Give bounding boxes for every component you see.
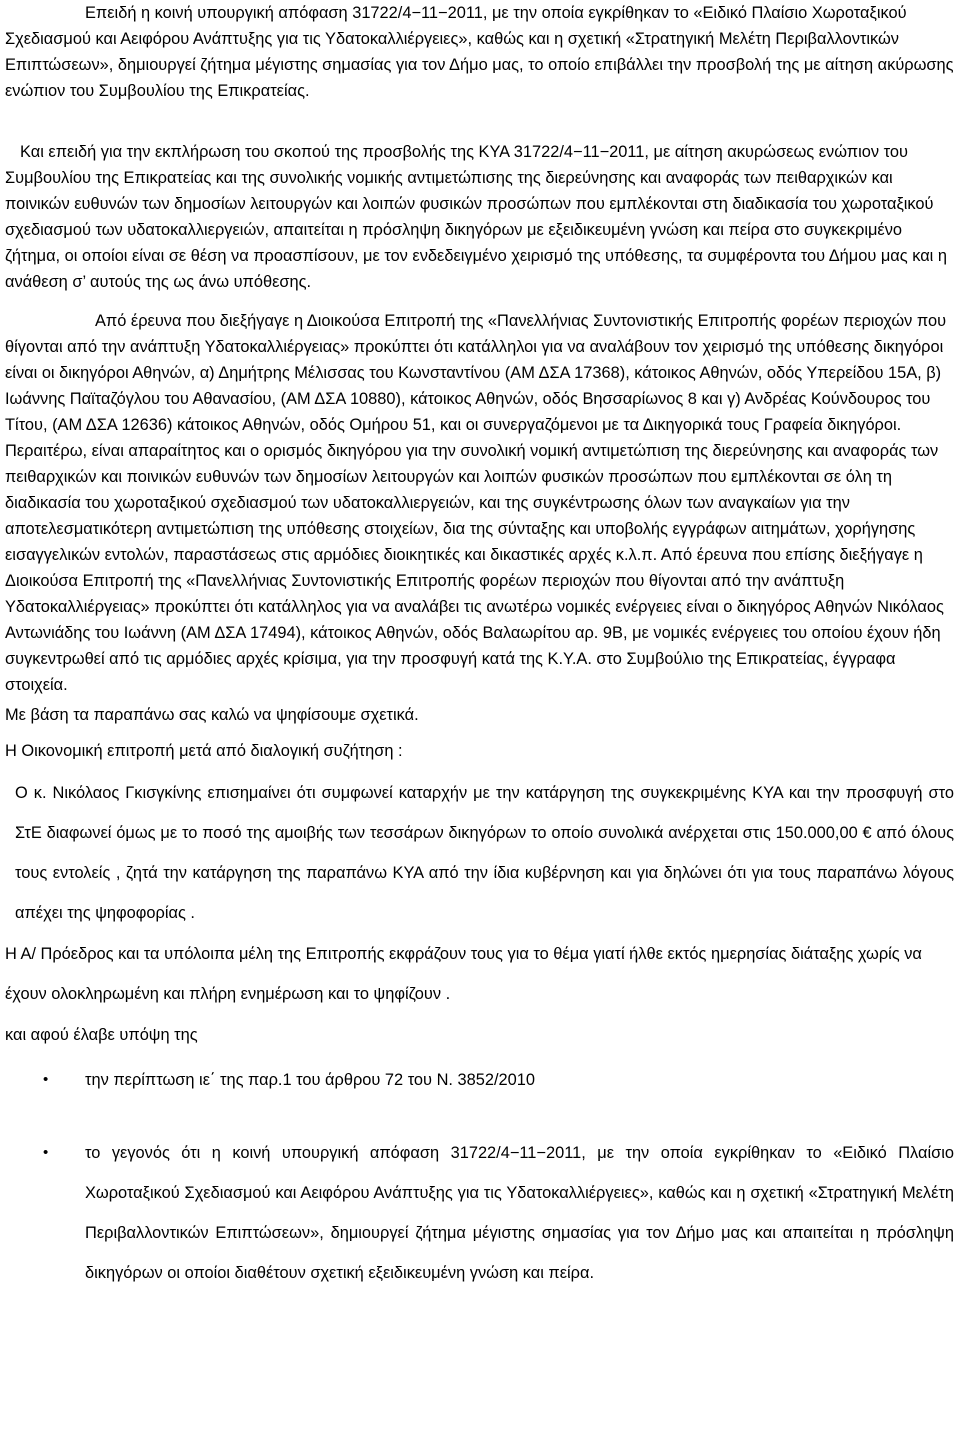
paragraph-committee-discussion: Η Οικονομική επιτροπή μετά από διαλογική συζήτηση :: [5, 742, 403, 760]
paragraph-lawyers-need: Και επειδή για την εκπλήρωση του σκοπού της προσβολής της ΚΥΑ 31722/4−11−2011, με αίτηση ακυρώσεως ενώπιον του Συμβουλίου της Επικρατείας και της συνολικής νομικής αντιμετώπισης της διερεύνησης και αναφοράς των πειθαρχικών και ποινικών ευθυνών των δημοσίων λειτουργών και λοιπών φυσικών προσώπων που εμπλέκονται στη διαδικασία του χωροταξικού σχεδιασμού των υδατοκαλλιεργειών, απαιτείται η πρόσληψη δικηγόρων με εξειδικευμένη γνώση και πείρα στο συγκεκριμένο ζήτημα, οι οποίοι είναι σε θέση να προασπίσουν, με τον ενδεδειγμένο χειρισμό της υπόθεσης, τα συμφέροντα του Δήμου μας και η ανάθεση σ’ αυτούς της ως άνω υπόθεσης.: [5, 143, 947, 291]
list-item-text: την περίπτωση ιε΄ της παρ.1 του άρθρου 72 του Ν. 3852/2010: [85, 1071, 535, 1089]
list-item: [5, 1060, 954, 1100]
paragraph-kya-challenge: Επειδή η κοινή υπουργική απόφαση 31722/4−11−2011, με την οποία εγκρίθηκαν το «Ειδικό Πλαίσιο Χωροταξικού Σχεδιασμού και Αειφόρου Ανάπτυξης για τις Υδατοκαλλιέργειες», καθώς και η σχετική «Στρατηγική Μελέτη Περιβαλλοντικών Επιπτώσεων», δημιουργεί ζήτημα μέγιστης σημασίας για τον Δήμο μας, το οποίο επιβάλλει την προσβολή της με αίτηση ακύρωσης ενώπιον του Συμβουλίου της Επικρατείας.: [5, 4, 954, 100]
considerations-list: [5, 1060, 954, 1293]
list-item-text: το γεγονός ότι η κοινή υπουργική απόφαση 31722/4−11−2011, με την οποία εγκρίθηκαν το «Ειδικό Πλαίσιο Χωροταξικού Σχεδιασμού και Αειφόρου Ανάπτυξης για τις Υδατοκαλλιέργειες», καθώς και η σχετική «Στρατηγική Μελέτη Περιβαλλοντικών Επιπτώσεων», δημιουργεί ζήτημα μέγιστης σημασίας για τον Δήμο μας και απαιτείται η πρόσληψη δικηγόρων οι οποίοι διαθέτουν σχετική εξειδικευμένη γνώση και πείρα.: [85, 1144, 954, 1282]
paragraph-vote-call: Με βάση τα παραπάνω σας καλώ να ψηφίσουμε σχετικά.: [5, 706, 419, 724]
paragraph-considerations-intro: και αφού έλαβε υπόψη της: [5, 1026, 198, 1044]
bullet-icon: •: [43, 1071, 49, 1088]
paragraph-research-findings: Από έρευνα που διεξήγαγε η Διοικούσα Επιτροπή της «Πανελλήνιας Συντονιστικής Επιτροπής φορέων περιοχών που θίγονται από την ανάπτυξη Υδατοκαλλιέργειας» προκύπτει ότι κατάλληλοι για να αναλάβουν τον χειρισμό της υπόθεσης δικηγόροι είναι οι δικηγόροι Αθηνών, α) Δημήτρης Μέλισσας του Κωνσταντίνου (ΑΜ ΔΣΑ 17368), κάτοικος Αθηνών, οδός Υπερείδου 15Α, β) Ιωάννης Παϊταζόγλου του Αθανασίου, (ΑΜ ΔΣΑ 10880), κάτοικος Αθηνών, οδός Βησσαρίωνος 8 και γ) Ανδρέας Κούνδουρος του Τίτου, (ΑΜ ΔΣΑ 12636) κάτοικος Αθηνών, οδός Ομήρου 51, και οι συνεργαζόμενοι με τα Δικηγορικά τους Γραφεία δικηγόροι. Περαιτέρω, είναι απαραίτητος και ο ορισμός δικηγόρου για την συνολική νομική αντιμετώπιση της διερεύνησης και αναφοράς των πειθαρχικών και ποινικών ευθυνών των δημοσίων λειτουργών και λοιπών φυσικών προσώπων που εμπλέκονται σε όλη τη διαδικασία του χωροταξικού σχεδιασμού των υδατοκαλλιεργειών, και της συγκέντρωσης όλων των αναγκαίων για την αποτελεσματικότερη αντιμετώπιση της υπόθεσης στοιχείων, δια της σύνταξης και υποβολής εγγράφων αιτημάτων, χορήγησης εισαγγελικών εντολών, παραστάσεως στις αρμόδιες διοικητικές και δικαστικές αρχές κ.λ.π. Από έρευνα που επίσης διεξήγαγε η Διοικούσα Επιτροπή της «Πανελλήνιας Συντονιστικής Επιτροπής φορέων περιοχών που θίγονται από την ανάπτυξη Υδατοκαλλιέργειας» προκύπτει ότι κατάλληλος για να αναλάβει τις ανωτέρω νομικές ενέργειες είναι ο δικηγόρος Αθηνών Νικόλαος Αντωνιάδης του Ιωάννη (ΑΜ ΔΣΑ 17494), κάτοικος Αθηνών, οδός Βαλαωρίτου αρ. 9Β, με νομικές ενέργειες του οποίου έχουν ήδη συγκεντρωθεί από τις αρμόδιες αρχές κρίσιμα, για την προσφυγή κατά της Κ.Υ.Α. στο Συμβούλιο της Επικρατείας, έγγραφα στοιχεία.: [5, 312, 947, 694]
bullet-icon: •: [43, 1144, 49, 1161]
list-item: [5, 1133, 954, 1293]
paragraph-chair-statement: Η Α/ Πρόεδρος και τα υπόλοιπα μέλη της Επιτροπής εκφράζουν τους για το θέμα γιατί ήλθε εκτός ημερησίας διάταξης χωρίς να έχουν ολοκληρωμένη και πλήρη ενημέρωση και το ψηφίζουν .: [5, 945, 922, 1003]
paragraph-member-objection: Ο κ. Νικόλαος Γκισγκίνης επισημαίνει ότι συμφωνεί καταρχήν με την κατάργηση της συγκεκριμένης ΚΥΑ και την προσφυγή στο ΣτΕ διαφωνεί όμως με το ποσό της αμοιβής των τεσσάρων δικηγόρων το οποίο συνολικά ανέρχεται στις 150.000,00 € από όλους τους εντολείς , ζητά την κατάργηση της παραπάνω ΚΥΑ από την ίδια κυβέρνηση και για δηλώνει ότι για τους παραπάνω λόγους απέχει της ψηφοφορίας .: [15, 784, 954, 922]
